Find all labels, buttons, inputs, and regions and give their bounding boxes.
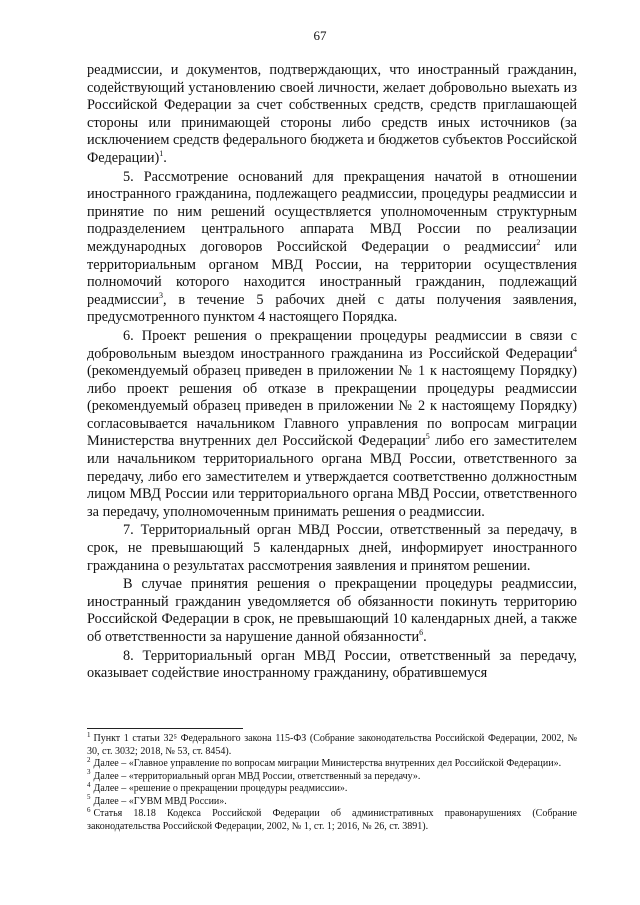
paragraph-text: В случае принятия решения о прекращении процедуры реадмиссии, иностранный гражданин уведомляется об обязанности покинуть территорию Российской Федерации в срок, не превышающий 10 календарных дней, а также об ответственности за нарушение данной обязанности <box>87 576 577 645</box>
paragraph-text: 6. Проект решения о прекращении процедуры реадмиссии в связи с добровольным выездом иностранного гражданина из Российской Федерации <box>87 327 577 362</box>
paragraph-p-cont <box>87 62 577 168</box>
footnote-reference: 6 <box>419 628 424 638</box>
paragraph-text: 8. Территориальный орган МВД России, ответственный за передачу, оказывает содействие иностранному гражданину, обратившемуся <box>87 647 577 682</box>
paragraph-p7b <box>87 576 577 646</box>
paragraph-text: либо его заместителем или начальником территориального органа МВД России, ответственного за передачу, либо его заместителем и утверждается соответственно должностным лицом МВД России или территориального органа МВД России, ответственного за передачу, уполномоченным принимать решения о реадмиссии. <box>87 433 577 520</box>
footnote-mark: 2 <box>87 755 91 764</box>
footnote-text: Далее – «территориальный орган МВД России, ответственный за передачу». <box>93 770 421 782</box>
footnote-reference: 5 <box>425 432 430 442</box>
paragraph-text: реадмиссии, и документов, подтверждающих, что иностранный гражданин, содействующий установлению своей личности, желает добровольно выехать из Российской Федерации за счет собственных средств, средств приглашающей стороны или принимающей стороны либо средств иных источников (за исключением средств федерального бюджета и бюджетов субъектов Российской Федерации) <box>87 62 577 166</box>
footnote-mark: 3 <box>87 768 91 777</box>
paragraph-text: 5. Рассмотрение оснований для прекращения начатой в отношении иностранного гражданина, подлежащего реадмиссии, процедуры реадмиссии и принятие по ним решений осуществляется уполномоченным структурным подразделением центрального аппарата МВД России по реализации международных договоров Российской Федерации о реадмиссии <box>87 168 577 255</box>
paragraph-p5 <box>87 169 577 327</box>
body-text <box>87 62 577 683</box>
footnote-5 <box>87 793 577 809</box>
paragraph-p7 <box>87 522 577 575</box>
footnote-4 <box>87 780 577 796</box>
footnote-reference: 2 <box>536 238 541 248</box>
footnote-mark: 5 <box>87 793 91 802</box>
paragraph-text: (рекомендуемый образец приведен в приложении № 1 к настоящему Порядку) либо проект решения об отказе в прекращении процедуры реадмиссии (рекомендуемый образец приведен в приложении № 2 к настоящему Порядку) согласовывается начальником Главного управления по вопросам миграции Министерства внутренних дел Российской Федерации <box>87 363 577 450</box>
paragraph-text: или территориальным органом МВД России, на территории осуществления полномочий которого находится иностранный гражданин, подлежащий реадмиссии <box>87 238 577 308</box>
paragraph-p6 <box>87 328 577 522</box>
page-number: 67 <box>313 28 327 43</box>
footnote-reference: 3 <box>158 290 163 300</box>
footnote-mark: 6 <box>87 805 91 814</box>
paragraph-text: , в течение 5 рабочих дней с даты получения заявления, предусмотренного пунктом 4 настоящего Порядка. <box>87 291 577 326</box>
footnote-text: Статья 18.18 Кодекса Российской Федерации об административных правонарушениях (Собрание законодательства Российской Федерации, 2002, № 1, ст. 1; 2016, № 26, ст. 3891). <box>87 808 577 832</box>
footnote-mark: 1 <box>87 730 91 739</box>
footnote-mark: 4 <box>87 780 91 789</box>
footnote-text: Пункт 1 статьи 32⁵ Федерального закона 115-ФЗ (Собрание законодательства Российской Федерации, 2002, № 30, ст. 3032; 2018, № 53, ст. 8454). <box>87 733 577 757</box>
footnote-text: Далее – «решение о прекращении процедуры реадмиссии». <box>93 783 348 794</box>
paragraph-text: 7. Территориальный орган МВД России, ответственный за передачу, в срок, не превышающий 5 календарных дней, информирует иностранного гражданина о результатах рассмотрения заявления и принятом решении. <box>87 522 577 574</box>
footnote-2 <box>87 755 577 771</box>
paragraph-p8 <box>87 648 577 683</box>
footnote-separator <box>87 728 243 729</box>
footnote-1 <box>87 730 577 758</box>
footnotes <box>87 730 577 833</box>
paragraph-text: . <box>423 629 427 645</box>
paragraph-text: . <box>163 149 167 166</box>
footnote-3 <box>87 768 577 784</box>
footnote-6 <box>87 805 577 833</box>
footnote-reference: 4 <box>573 344 577 354</box>
footnote-text: Далее – «Главное управление по вопросам миграции Министерства внутренних дел Российской Федерации». <box>93 758 562 769</box>
footnote-reference: 1 <box>159 149 164 159</box>
footnote-text: Далее – «ГУВМ МВД России». <box>93 795 227 807</box>
